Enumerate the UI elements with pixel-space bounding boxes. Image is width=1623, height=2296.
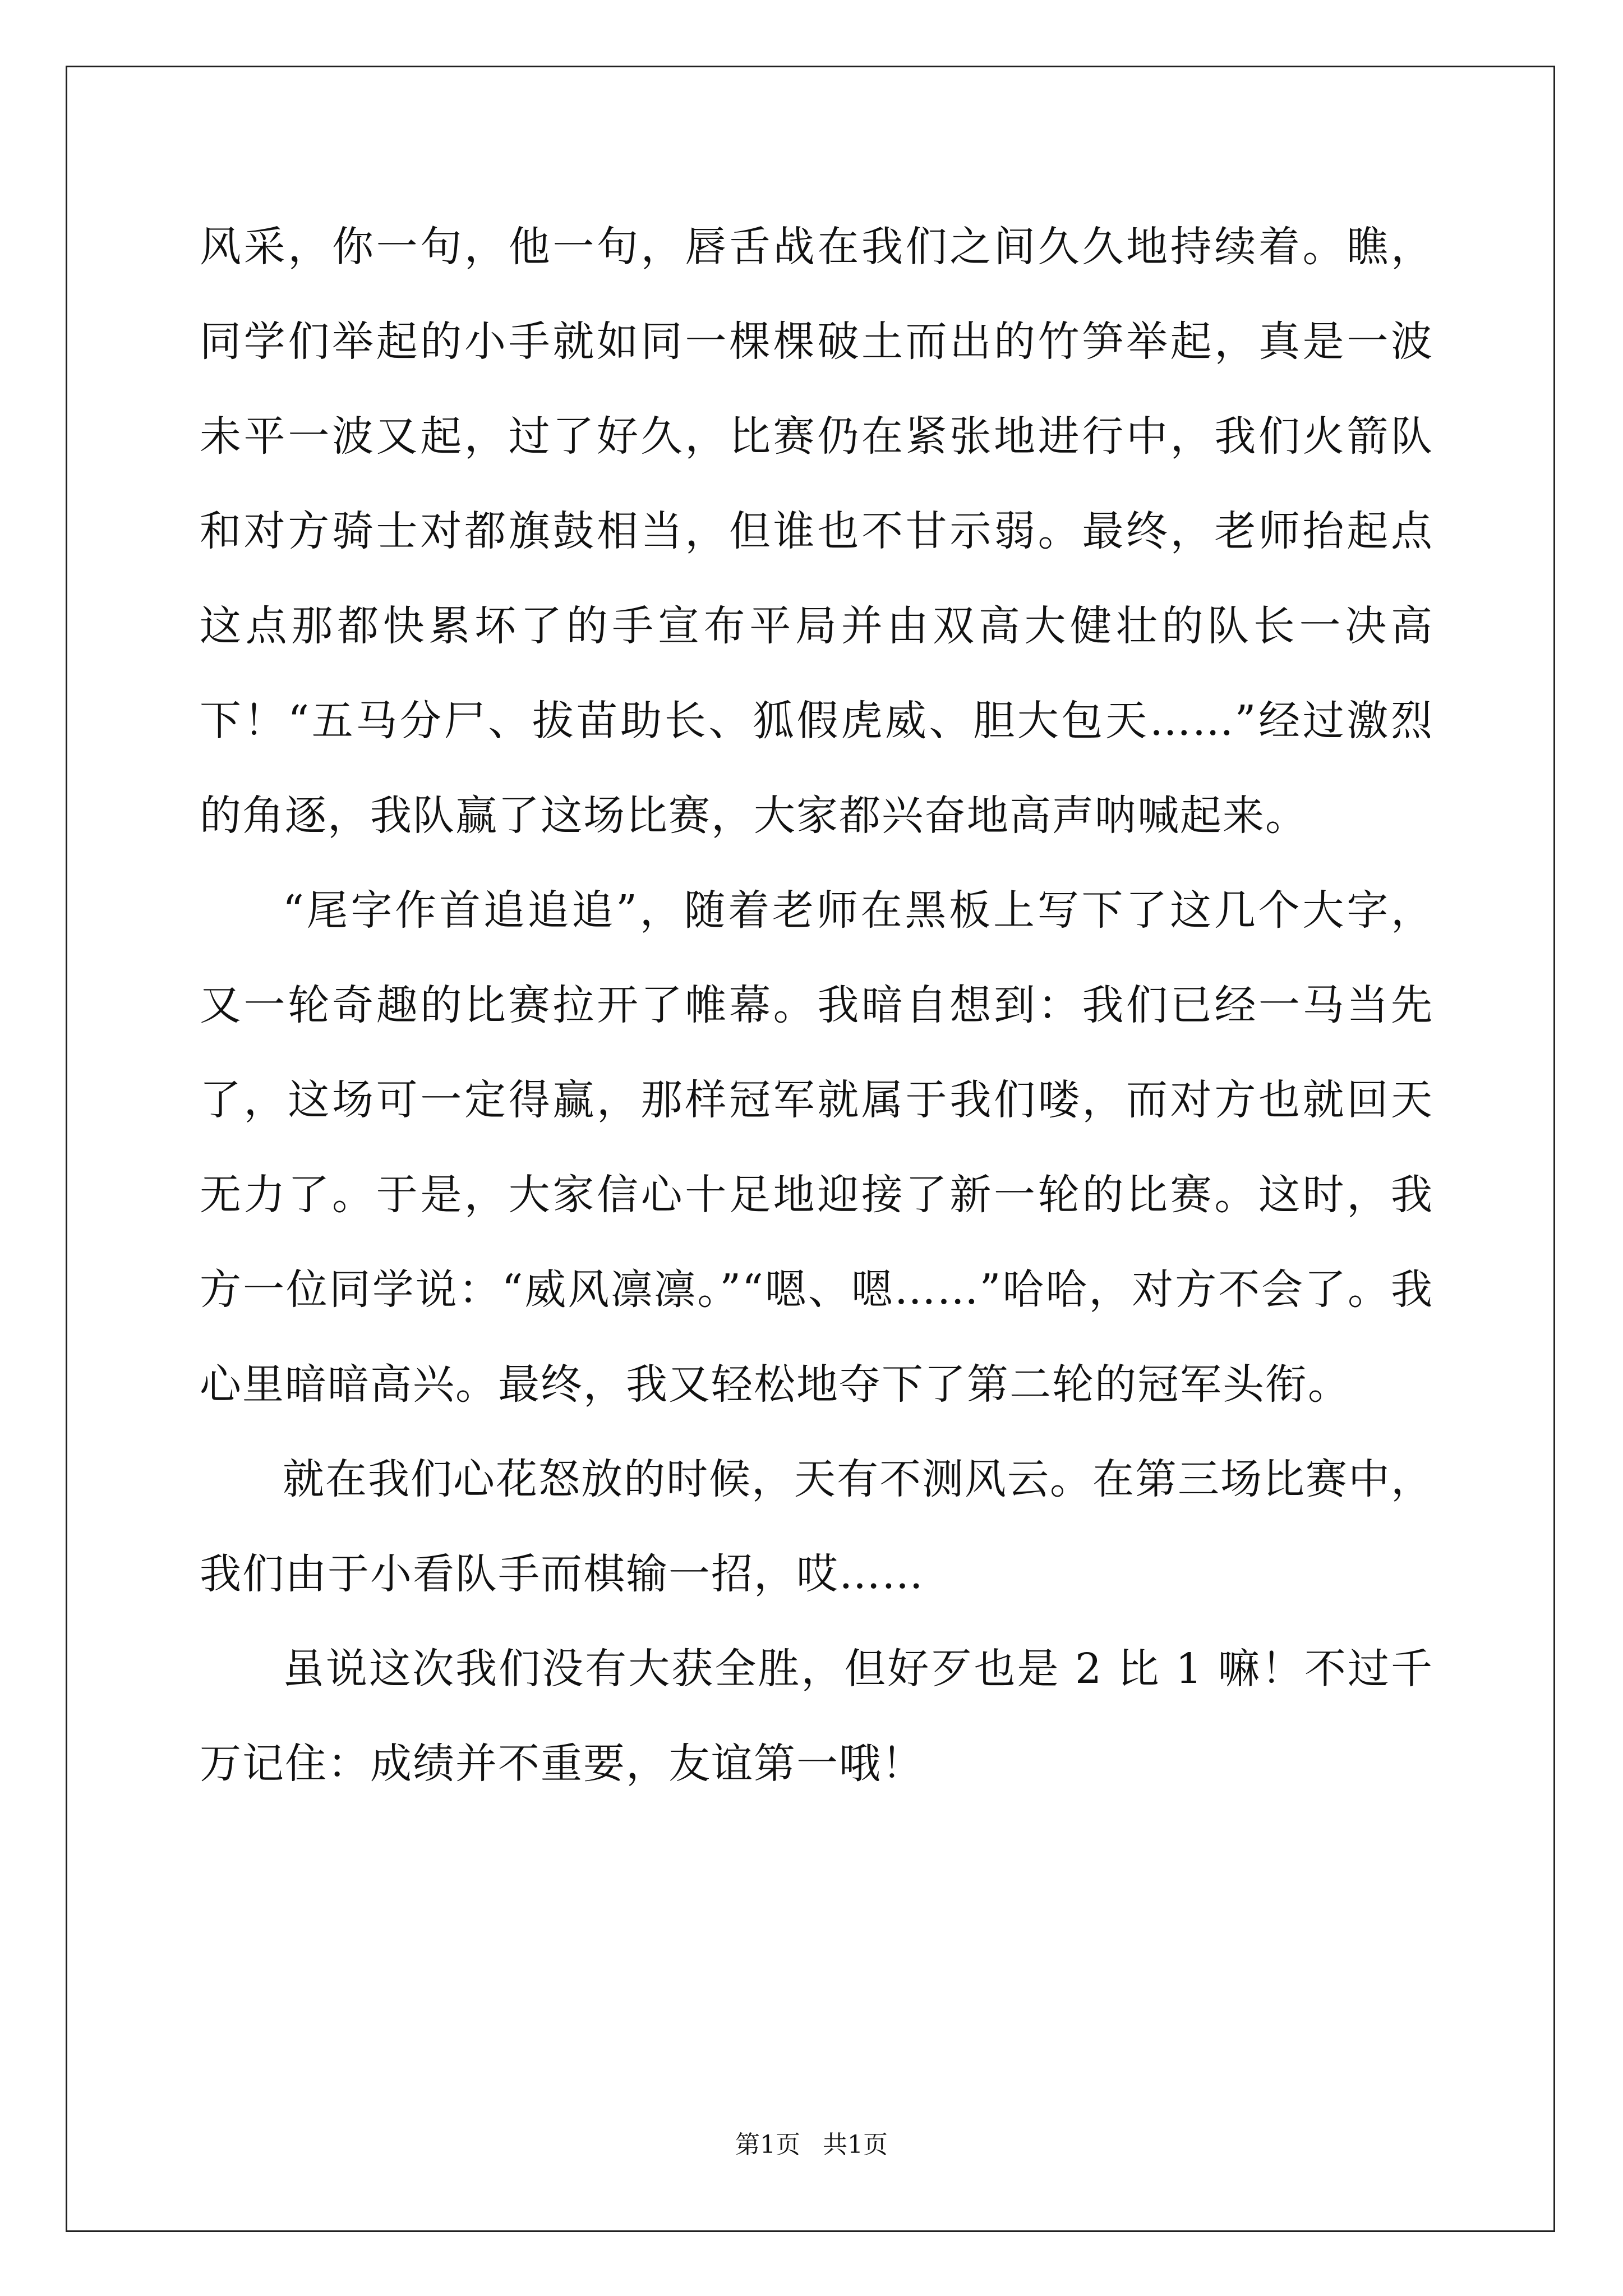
paragraph-3: 就在我们心花怒放的时候，天有不测风云。在第三场比赛中，我们由于小看队手而棋输一招，哎……: [200, 1455, 1433, 1598]
document-body: [200, 200, 1433, 1811]
paragraph-1: 风采，你一句，他一句，唇舌战在我们之间久久地持续着。瞧，同学们举起的小手就如同一棵棵破土而出的竹笋举起，真是一波未平一波又起，过了好久，比赛仍在紧张地进行中，我们火箭队和对方骑士对都旗鼓相当，但谁也不甘示弱。最终，老师抬起点这点那都快累坏了的手宣布平局并由双高大健壮的队长一决高下！“五马分尸、拔苗助长、狐假虎威、胆大包天……”经过激烈的角逐，我队赢了这场比赛，大家都兴奋地高声呐喊起来。: [200, 223, 1433, 840]
page-footer: [0, 2128, 1623, 2162]
paragraph-4: 虽说这次我们没有大获全胜，但好歹也是 2 比 1 嘛！不过千万记住：成绩并不重要，友谊第一哦！: [200, 1645, 1433, 1788]
paragraph-2: “尾字作首追追追”，随着老师在黑板上写下了这几个大字，又一轮奇趣的比赛拉开了帷幕。我暗自想到：我们已经一马当先了，这场可一定得赢，那样冠军就属于我们喽，而对方也就回天无力了。于是，大家信心十足地迎接了新一轮的比赛。这时，我方一位同学说：“威风凛凛。”“嗯、嗯……”哈哈，对方不会了。我心里暗暗高兴。最终，我又轻松地夺下了第二轮的冠军头衔。: [200, 886, 1433, 1409]
page-count: 共1页: [823, 2131, 888, 2159]
page-number: 第1页: [735, 2131, 800, 2159]
